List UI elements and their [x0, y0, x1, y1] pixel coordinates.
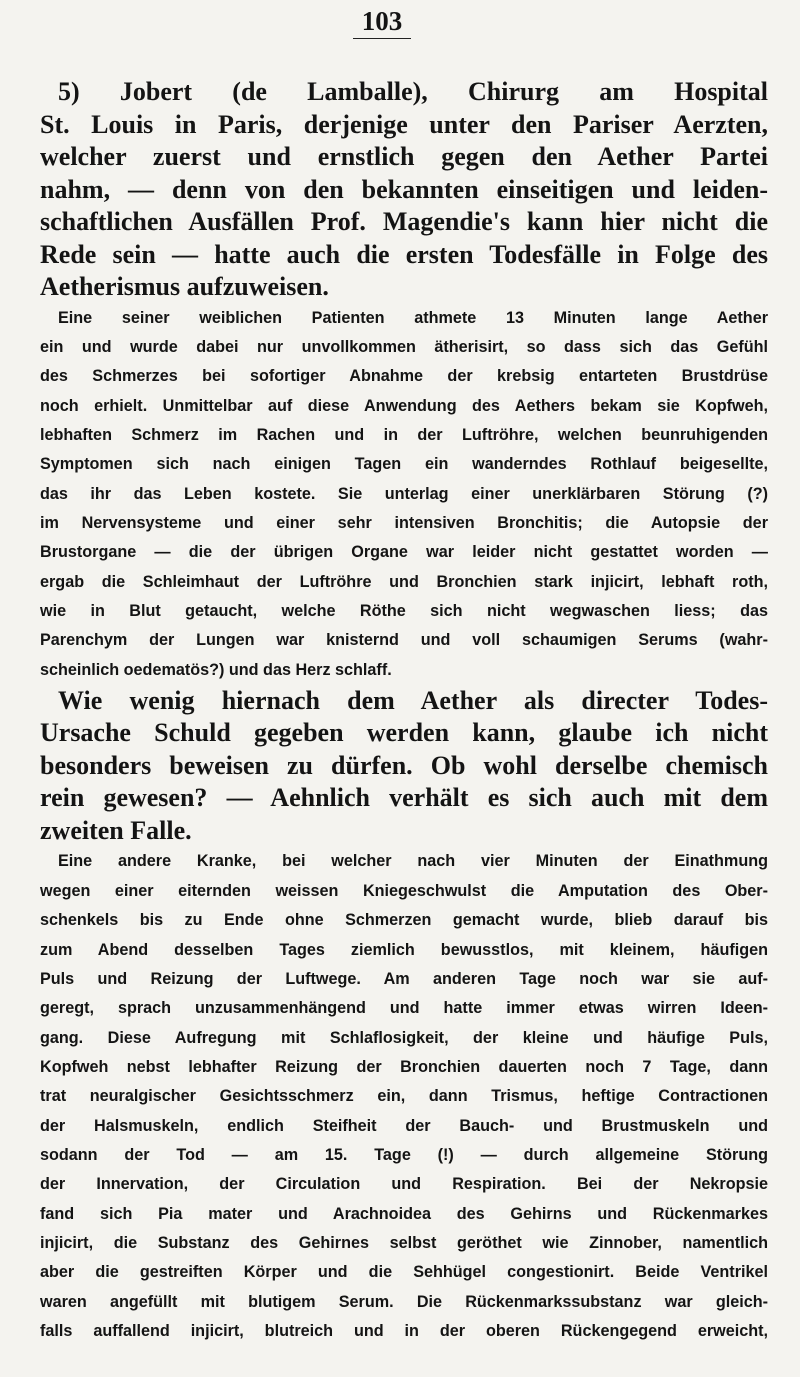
text-line: aber die gestreiften Körper und die Sehhügel congestionirt. Beide Ventrikel: [40, 1263, 768, 1282]
text-line: Ursache Schuld gegeben werden kann, glaube ich nicht: [40, 718, 768, 748]
text-line: gang. Diese Aufregung mit Schlaflosigkeit, der kleine und häufige Puls,: [40, 1028, 768, 1047]
text-line: der Halsmuskeln, endlich Steifheit der Bauch- und Brustmuskeln und: [40, 1116, 768, 1135]
text-line: Eine andere Kranke, bei welcher nach vier Minuten der Einathmung: [58, 852, 768, 871]
paragraph-second-case: [40, 847, 768, 1346]
text-line: des Schmerzes bei sofortiger Abnahme der krebsig entarteten Brustdrüse: [40, 367, 768, 386]
text-line: St. Louis in Paris, derjenige unter den Pariser Aerzten,: [40, 109, 768, 139]
text-line: Puls und Reizung der Luftwege. Am anderen Tage noch war sie auf-: [40, 969, 768, 988]
page-body: [40, 76, 768, 1346]
text-line: noch erhielt. Unmittelbar auf diese Anwendung des Aethers bekam sie Kopfweh,: [40, 396, 768, 415]
text-line: Symptomen sich nach einigen Tagen ein wanderndes Rothlauf beigesellte,: [40, 455, 768, 474]
text-line: Kopfweh nebst lebhafter Reizung der Bronchien dauerten noch 7 Tage, dann: [40, 1057, 768, 1076]
text-line: im Nervensysteme und einer sehr intensiven Bronchitis; die Autopsie der: [40, 513, 768, 532]
text-line: zweiten Falle.: [40, 815, 192, 845]
text-line: Brustorgane — die der übrigen Organe war leider nicht gestattet worden —: [40, 543, 768, 562]
text-line: Wie wenig hiernach dem Aether als directer Todes-: [58, 685, 768, 715]
paragraph-assessment: [40, 685, 768, 848]
text-line: rein gewesen? — Aehnlich verhält es sich auch mit dem: [40, 783, 768, 813]
text-line: injicirt, die Substanz des Gehirnes selbst geröthet wie Zinnober, namentlich: [40, 1233, 768, 1252]
text-line: wie in Blut getaucht, welche Röthe sich nicht wegwaschen liess; das: [40, 601, 768, 620]
text-line: nahm, — denn von den bekannten einseitigen und leiden-: [40, 174, 768, 204]
text-line: ein und wurde dabei nur unvollkommen ätherisirt, so dass sich das Gefühl: [40, 337, 768, 356]
paragraph-first-case: [40, 304, 768, 685]
text-line: trat neuralgischer Gesichtsschmerz ein, dann Trismus, heftige Contractionen: [40, 1087, 768, 1106]
text-line: Aetherismus aufzuweisen.: [40, 272, 329, 301]
text-line: Rede sein — hatte auch die ersten Todesfälle in Folge des: [40, 239, 768, 269]
text-line: sodann der Tod — am 15. Tage (!) — durch allgemeine Störung: [40, 1145, 768, 1164]
text-line: waren angefüllt mit blutigem Serum. Die Rückenmarkssubstanz war gleich-: [40, 1292, 768, 1311]
text-line: das ihr das Leben kostete. Sie unterlag einer unerklärbaren Störung (?): [40, 484, 768, 503]
text-line: welcher zuerst und ernstlich gegen den Aether Partei: [40, 142, 768, 171]
text-line: fand sich Pia mater und Arachnoidea des Gehirns und Rückenmarkes: [40, 1204, 768, 1223]
text-line: der Innervation, der Circulation und Respiration. Bei der Nekropsie: [40, 1175, 768, 1194]
text-line: schaftlichen Ausfällen Prof. Magendie's kann hier nicht die: [40, 207, 768, 236]
text-line: falls auffallend injicirt, blutreich und in der oberen Rückengegend erweicht,: [40, 1321, 768, 1340]
text-line: schenkels bis zu Ende ohne Schmerzen gemacht wurde, blieb darauf bis: [40, 911, 768, 930]
text-line: wegen einer eiternden weissen Kniegeschwulst die Amputation des Ober-: [40, 881, 768, 900]
text-line: geregt, sprach unzusammenhängend und hatte immer etwas wirren Ideen-: [40, 999, 768, 1018]
text-line: Parenchym der Lungen war knisternd und voll schaumigen Serums (wahr-: [40, 631, 768, 650]
text-line: scheinlich oedematös?) und das Herz schlaff.: [40, 660, 392, 679]
paragraph-jobert: [40, 76, 768, 304]
page-number: 103: [353, 4, 411, 39]
text-line: ergab die Schleimhaut der Luftröhre und Bronchien stark injicirt, lebhaft roth,: [40, 572, 768, 591]
text-line: Eine seiner weiblichen Patienten athmete 13 Minuten lange Aether: [58, 308, 768, 327]
text-line: besonders beweisen zu dürfen. Ob wohl derselbe chemisch: [40, 750, 768, 780]
text-line: 5) Jobert (de Lamballe), Chirurg am Hospital: [58, 77, 768, 106]
text-line: zum Abend desselben Tages ziemlich bewusstlos, mit kleinem, häufigen: [40, 940, 768, 959]
text-line: lebhaften Schmerz im Rachen und in der Luftröhre, welchen beunruhigenden: [40, 425, 768, 444]
